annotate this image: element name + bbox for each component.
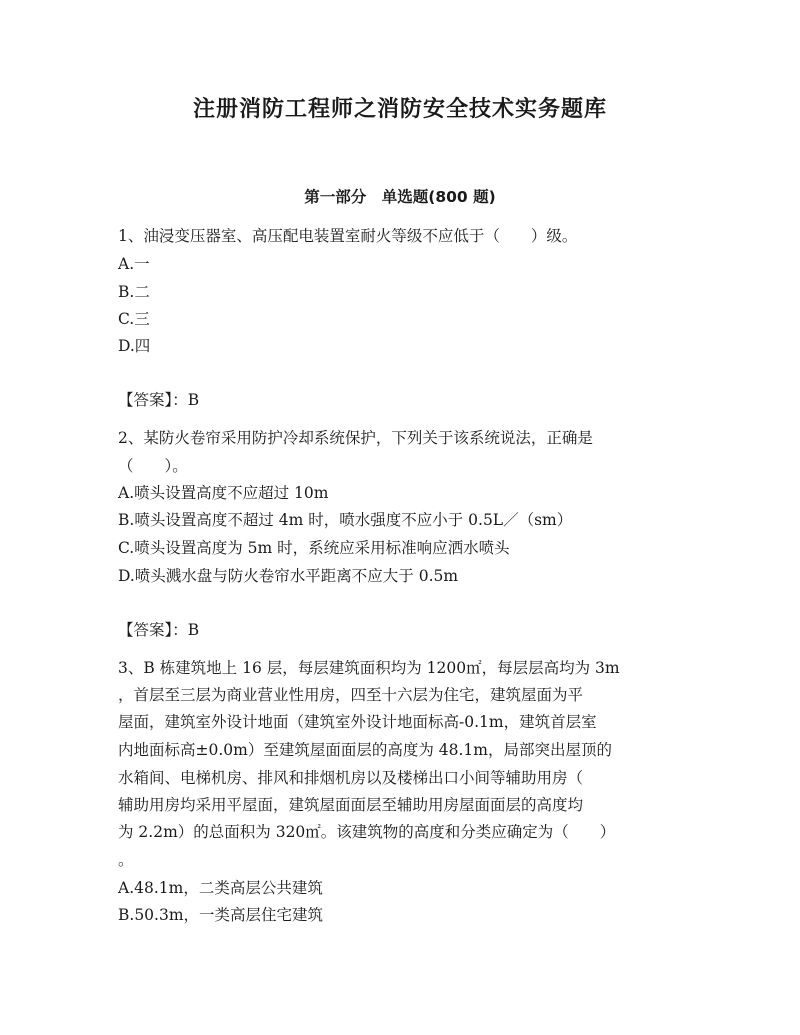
question-3-stem-line-7: 为 2.2m）的总面积为 320㎡。该建筑物的高度和分类应确定为（ ） [118, 823, 616, 841]
question-3-stem-line-3: 屋面，建筑室外设计地面（建筑室外设计地面标高-0.1m，建筑首层室 [118, 713, 597, 731]
question-1-stem: 1、油浸变压器室、高压配电装置室耐火等级不应低于（ ）级。 [118, 227, 578, 245]
question-2-stem-line-2: （ ）。 [118, 457, 188, 475]
question-2-answer [118, 620, 199, 640]
question-3-option-a: A.48.1m，二类高层公共建筑 [118, 879, 323, 897]
question-3-stem-line-5: 水箱间、电梯机房、排风和排烟机房以及楼梯出口小间等辅助用房（ [118, 769, 584, 787]
question-1-answer [118, 390, 199, 410]
question-2-stem-line-1: 2、某防火卷帘采用防护冷却系统保护，下列关于该系统说法，正确是 [118, 429, 593, 447]
answer-label: 【答案】 [118, 391, 173, 409]
question-1-option-a: A.一 [118, 255, 150, 273]
question-3-option-b: B.50.3m，一类高层住宅建筑 [118, 906, 324, 924]
answer-value: ：B [172, 391, 200, 409]
section-heading: 第一部分 单选题(800 题) [304, 188, 496, 206]
question-2-option-d: D.喷头溅水盘与防火卷帘水平距离不应大于 0.5m [118, 567, 459, 585]
answer-label: 【答案】 [118, 621, 173, 639]
question-2-option-a: A.喷头设置高度不应超过 10m [118, 484, 329, 502]
question-2-option-b: B.喷头设置高度不超过 4m 时，喷水强度不应小于 0.5L／（sm） [118, 511, 573, 529]
question-1-option-d: D.四 [118, 337, 151, 355]
question-1-option-b: B.二 [118, 283, 150, 301]
question-1-option-c: C.三 [118, 310, 150, 328]
question-3-stem-line-1: 3、B 栋建筑地上 16 层，每层建筑面积均为 1200㎡，每层层高均为 3m [118, 659, 620, 677]
question-3-stem-line-8: 。 [118, 851, 134, 869]
answer-value: ：B [172, 621, 200, 639]
document-title: 注册消防工程师之消防安全技术实务题库 [192, 97, 607, 122]
question-3-stem-line-2: ，首层至三层为商业营业性用房，四至十六层为住宅，建筑屋面为平 [118, 686, 584, 704]
question-2-option-c: C.喷头设置高度为 5m 时，系统应采用标准响应洒水喷头 [118, 539, 510, 557]
question-3-stem-line-6: 辅助用房均采用平屋面，建筑屋面面层至辅助用房屋面面层的高度均 [118, 796, 584, 814]
question-3-stem-line-4: 内地面标高±0.0m）至建筑屋面面层的高度为 48.1m，局部突出屋顶的 [118, 741, 612, 759]
